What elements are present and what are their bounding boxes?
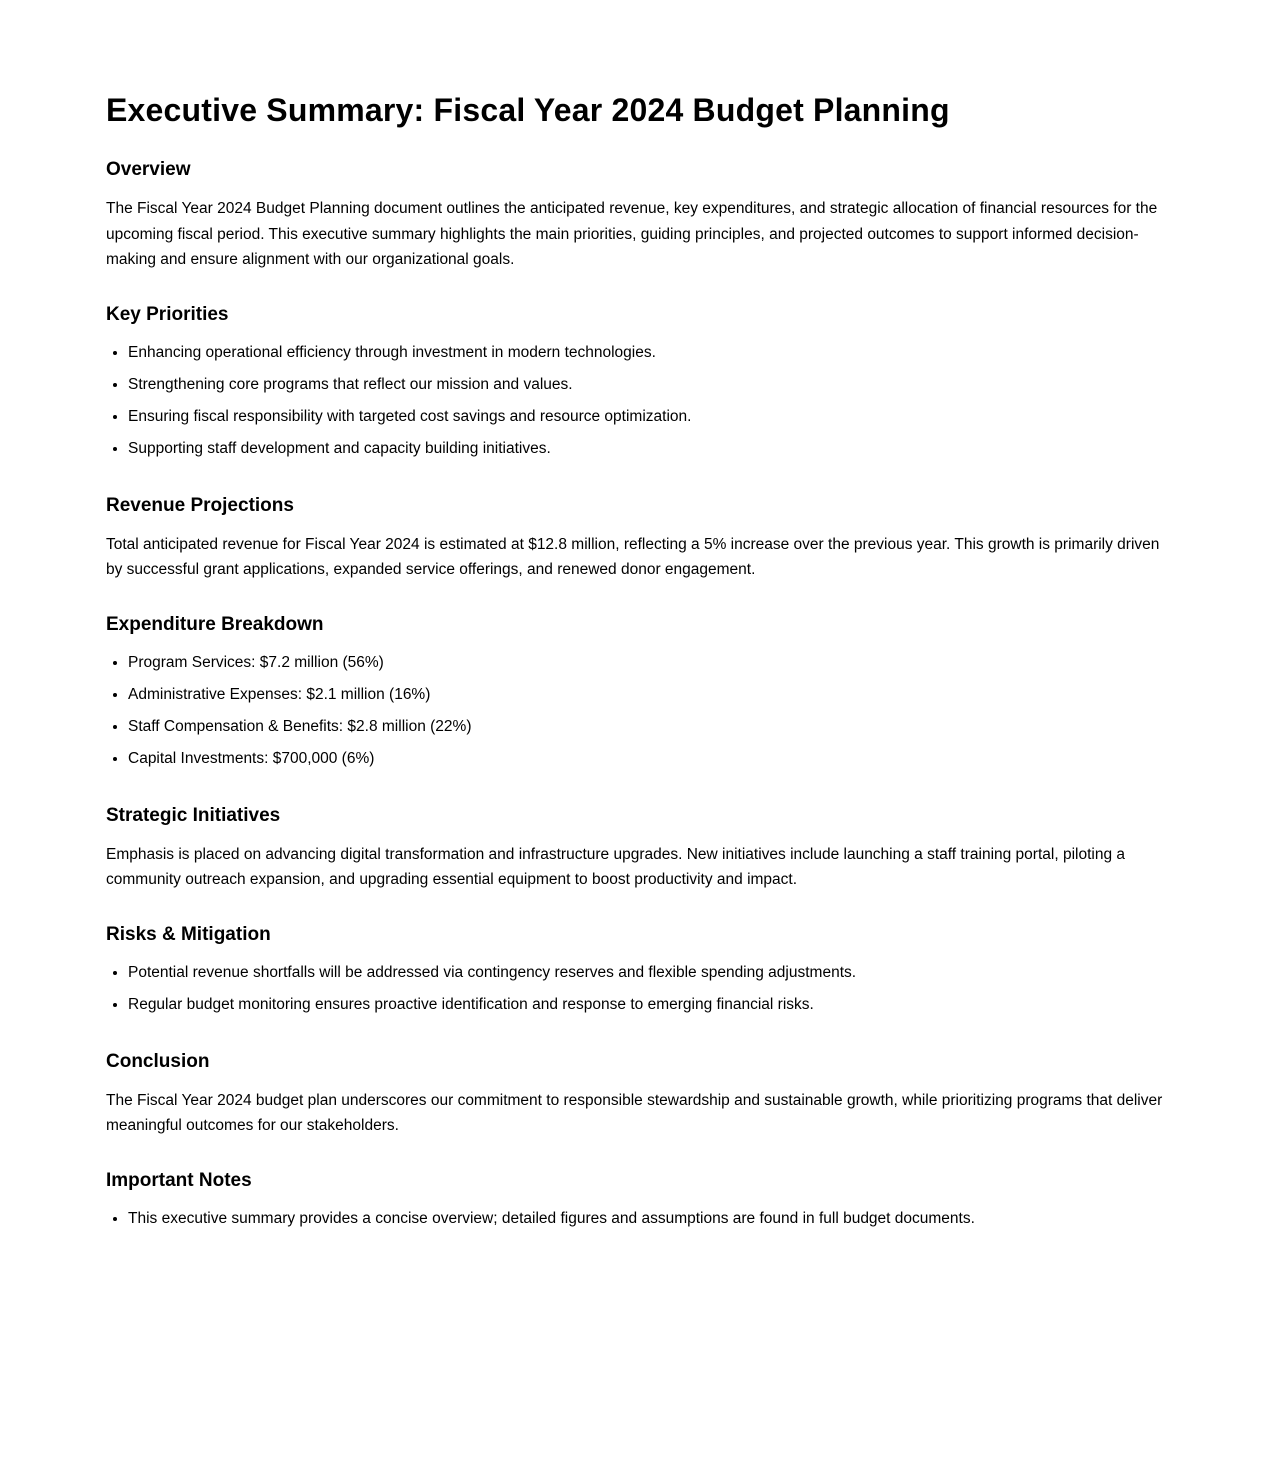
important-notes-list (106, 1209, 1163, 1229)
list-item: • This executive summary provides a concise overview; detailed figures and assumptions are found in full budget documents. (128, 1209, 1163, 1229)
document-title: Executive Summary: Fiscal Year 2024 Budget Planning (106, 92, 950, 128)
list-item: • Strengthening core programs that reflect our mission and values. (128, 375, 1163, 395)
list-item: • Program Services: $7.2 million (56%) (128, 653, 1163, 673)
list-item: • Ensuring fiscal responsibility with targeted cost savings and resource optimization. (128, 407, 1163, 427)
key-priorities-list (106, 343, 1163, 459)
strategic-initiatives-text: Emphasis is placed on advancing digital transformation and infrastructure upgrades. New initiatives include launching a staff training portal, piloting a community outreach expansion, and upgrading essential equipment to boost productivity and impact. (106, 845, 1125, 888)
overview-heading: Overview (106, 159, 191, 180)
expenditure-breakdown-list (106, 653, 1163, 769)
list-item: • Enhancing operational efficiency through investment in modern technologies. (128, 343, 1163, 363)
revenue-projections-heading: Revenue Projections (106, 494, 294, 516)
conclusion-text: The Fiscal Year 2024 budget plan underscores our commitment to responsible stewardship and sustainable growth, while prioritizing programs that deliver meaningful outcomes for our stakeholders. (106, 1091, 1163, 1134)
list-item: • Supporting staff development and capacity building initiatives. (128, 439, 1163, 459)
overview-text: The Fiscal Year 2024 Budget Planning document outlines the anticipated revenue, key expenditures, and strategic allocation of financial resources for the upcoming fiscal period. This executive summary highlights the main priorities, guiding principles, and projected outcomes to support informed decision-making and ensure alignment with our organizational goals. (106, 200, 1158, 268)
list-item: • Regular budget monitoring ensures proactive identification and response to emerging financial risks. (128, 995, 1163, 1015)
revenue-projections-text: Total anticipated revenue for Fiscal Year 2024 is estimated at $12.8 million, reflecting a 5% increase over the previous year. This growth is primarily driven by successful grant applications, expanded service offerings, and renewed donor engagement. (106, 535, 1160, 578)
expenditure-breakdown-heading: Expenditure Breakdown (106, 613, 324, 635)
conclusion-heading: Conclusion (106, 1050, 210, 1072)
list-item: • Capital Investments: $700,000 (6%) (128, 749, 1163, 769)
list-item: • Administrative Expenses: $2.1 million (16%) (128, 685, 1163, 705)
important-notes-heading: Important Notes (106, 1169, 252, 1191)
risks-mitigation-list (106, 963, 1163, 1015)
list-item: • Staff Compensation & Benefits: $2.8 million (22%) (128, 717, 1163, 737)
strategic-initiatives-heading: Strategic Initiatives (106, 804, 281, 826)
key-priorities-heading: Key Priorities (106, 303, 229, 325)
list-item: • Potential revenue shortfalls will be addressed via contingency reserves and flexible spending adjustments. (128, 963, 1163, 983)
risks-mitigation-heading: Risks & Mitigation (106, 923, 271, 945)
